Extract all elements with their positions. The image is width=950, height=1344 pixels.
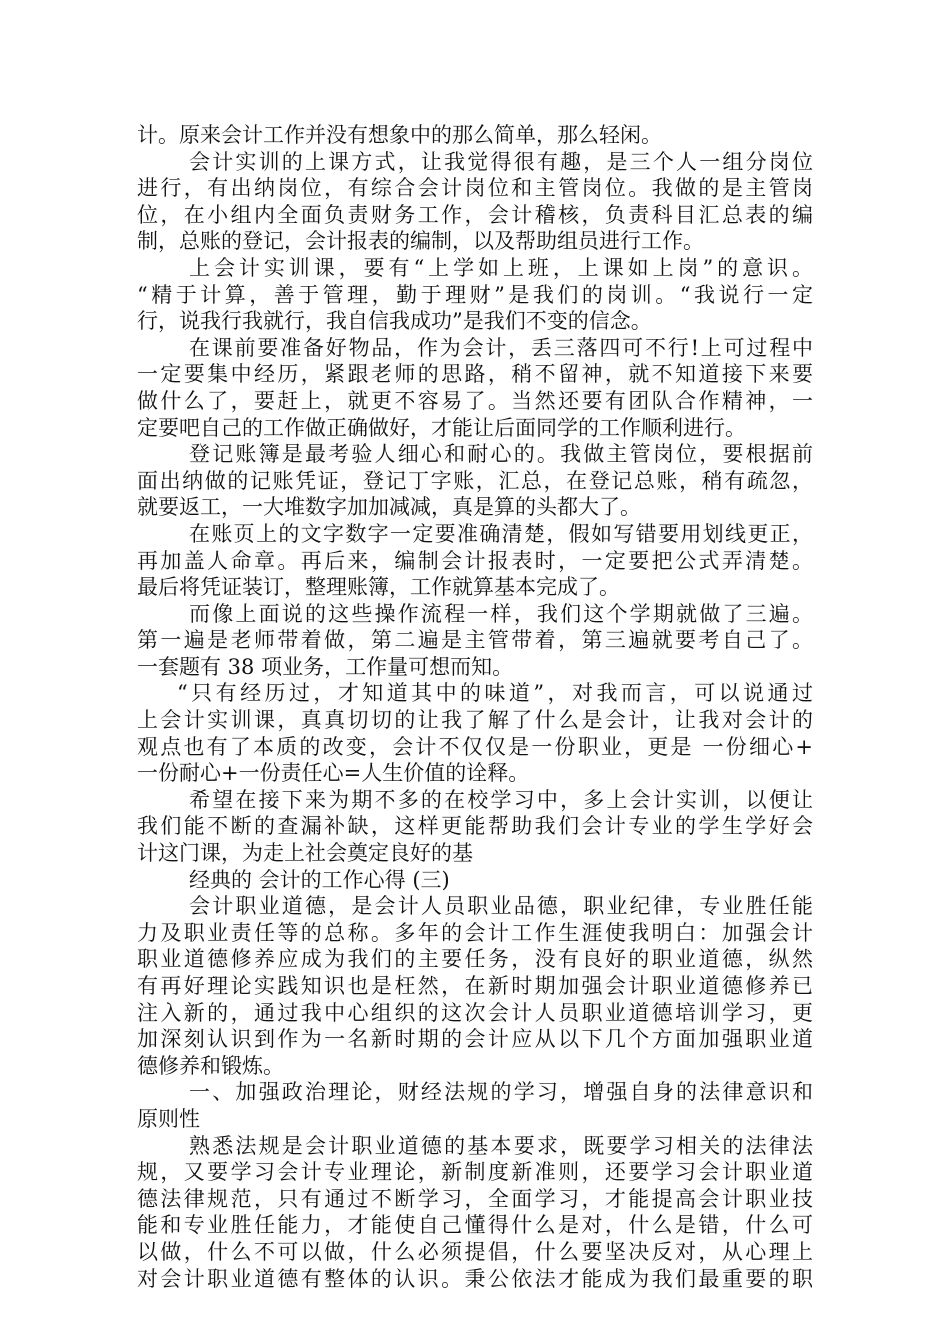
text-line: 上会计实训课，真真切切的让我了解了什么是会计，让我对会计的 — [137, 708, 813, 733]
text-line: 再加盖人命章。再后来，编制会计报表时，一定要把公式弄清楚。 — [137, 548, 813, 573]
text-line: 上会计实训课，要有“上学如上班，上课如上岗”的意识。 — [189, 255, 813, 280]
text-line: 一套题有 38 项业务，工作量可想而知。 — [137, 654, 514, 679]
text-line: 位，在小组内全面负责财务工作，会计稽核，负责科目汇总表的编 — [137, 202, 813, 227]
text-line: 定要吧自己的工作做正确做好，才能让后面同学的工作顺利进行。 — [137, 415, 746, 440]
text-line: 以做，什么不可以做，什么必须提倡，什么要坚决反对，从心理上 — [137, 1239, 813, 1264]
text-line: 做什么了，要赶上，就更不容易了。当然还要有团队合作精神，一 — [137, 388, 813, 413]
text-line: 制，总账的登记，会计报表的编制，以及帮助组员进行工作。 — [137, 229, 704, 254]
text-line: 第一遍是老师带着做，第二遍是主管带着，第三遍就要考自己了。 — [137, 628, 813, 653]
text-line: 对会计职业道德有整体的认识。秉公依法才能成为我们最重要的职 — [137, 1266, 813, 1291]
text-line: 计这门课，为走上社会奠定良好的基 — [137, 841, 473, 866]
text-line: 就要返工，一大堆数字加加减减，真是算的头都大了。 — [137, 495, 641, 520]
text-line: 规，又要学习会计专业理论，新制度新准则，还要学习会计职业道 — [137, 1160, 813, 1185]
text-line: 能和专业胜任能力，才能使自己懂得什么是对，什么是错，什么可 — [137, 1213, 813, 1238]
text-line: “精于计算，善于管理，勤于理财”是我们的岗训。“我说行一定 — [137, 282, 813, 307]
text-line: 原则性 — [137, 1106, 200, 1131]
text-line: 熟悉法规是会计职业道德的基本要求，既要学习相关的法律法 — [189, 1133, 813, 1158]
text-line: 在账页上的文字数字一定要准确清楚，假如写错要用划线更正， — [189, 521, 813, 546]
document-body — [137, 122, 813, 1292]
text-line: 会计实训的上课方式，让我觉得很有趣，是三个人一组分岗位 — [189, 149, 813, 174]
text-line: 计。原来会计工作并没有想象中的那么简单，那么轻闲。 — [137, 123, 662, 147]
text-line: 德法律规范，只有通过不断学习，全面学习，才能提高会计职业技 — [137, 1186, 813, 1211]
text-line: 一份耐心+一份责任心=人生价值的诠释。 — [137, 761, 530, 786]
text-line: 登记账簿是最考验人细心和耐心的。我做主管岗位，要根据前 — [189, 442, 813, 467]
text-line: 会计职业道德，是会计人员职业品德，职业纪律，专业胜任能 — [189, 894, 813, 919]
text-line: 进行，有出纳岗位，有综合会计岗位和主管岗位。我做的是主管岗 — [137, 176, 813, 201]
text-line: 力及职业责任等的总称。多年的会计工作生涯使我明白：加强会计 — [137, 920, 813, 945]
text-line: 德修养和锻炼。 — [137, 1053, 284, 1078]
text-line: “只有经历过，才知道其中的味道”，对我而言，可以说通过 — [177, 681, 813, 706]
text-line: 职业道德修养应成为我们的主要任务，没有良好的职业道德，纵然 — [137, 947, 813, 972]
text-line: 一定要集中经历，紧跟老师的思路，稍不留神，就不知道接下来要 — [137, 362, 813, 387]
text-line: 面出纳做的记账凭证，登记丁字账，汇总，在登记总账，稍有疏忽， — [137, 468, 813, 493]
text-line: 注入新的，通过我中心组织的这次会计人员职业道德培训学习，更 — [137, 1000, 813, 1025]
text-line: 行，说我行我就行，我自信我成功”是我们不变的信念。 — [137, 309, 652, 334]
section-heading: 经典的 会计的工作心得 (三) — [189, 867, 450, 892]
text-line: 希望在接下来为期不多的在校学习中，多上会计实训，以便让 — [189, 787, 813, 812]
text-line: 最后将凭证装订，整理账簿，工作就算基本完成了。 — [137, 575, 620, 600]
text-line: 一、加强政治理论，财经法规的学习，增强自身的法律意识和 — [189, 1080, 813, 1105]
text-line: 加深刻认识到作为一名新时期的会计应从以下几个方面加强职业道 — [137, 1027, 813, 1052]
text-line: 有再好理论实践知识也是枉然，在新时期加强会计职业道德修养已 — [137, 974, 813, 998]
text-line: 而像上面说的这些操作流程一样，我们这个学期就做了三遍。 — [189, 601, 813, 626]
text-line: 我们能不断的查漏补缺，这样更能帮助我们会计专业的学生学好会 — [137, 814, 813, 839]
text-line: 观点也有了本质的改变，会计不仅仅是一份职业，更是 一份细心+ — [137, 734, 813, 759]
text-line: 在课前要准备好物品，作为会计，丢三落四可不行!上可过程中 — [189, 335, 813, 360]
